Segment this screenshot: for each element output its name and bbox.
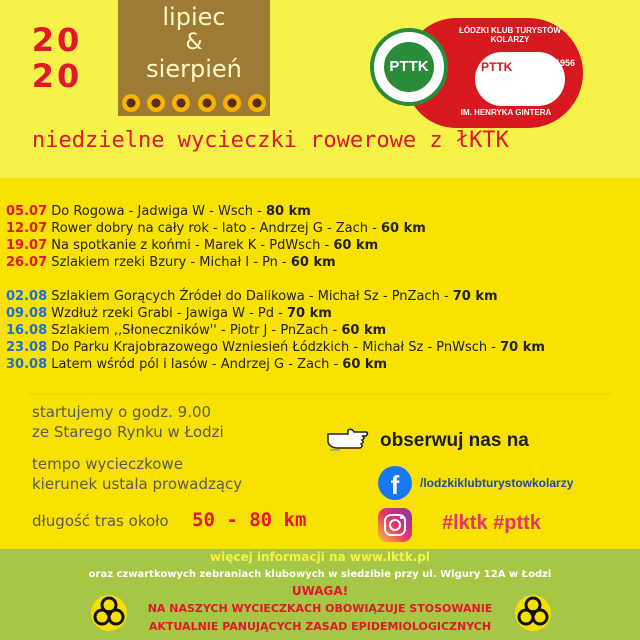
trip-description: Latem wśród pól i lasów - Andrzej G - Zach - (51, 357, 343, 372)
biohazard-icon (514, 594, 552, 632)
pttk-logo-text: PTTK (389, 58, 429, 75)
warning-title: UWAGA! (291, 584, 349, 598)
month-august: sierpień (146, 55, 242, 83)
trip-distance: 60 km (381, 221, 426, 236)
trip-description: Wzdłuż rzeki Grabi - Jawiga W - Pd - (51, 306, 287, 321)
trip-date: 26.07 (6, 255, 48, 270)
sunflower-icon (122, 94, 140, 112)
trip-row (6, 322, 640, 339)
meetings-info: oraz czwartkowych zebraniach klubowych w siedzibie przy ul. Wigury 12A w Łodzi (88, 569, 552, 580)
trip-distance: 70 km (500, 340, 545, 355)
club-center-text: PTTK (481, 60, 513, 74)
trip-row (6, 254, 640, 271)
august-trips (6, 288, 640, 373)
sunflower-icon (147, 94, 165, 112)
trip-row (6, 305, 640, 322)
year-badge (20, 22, 94, 98)
trip-date: 12.07 (6, 221, 48, 236)
hashtags: #lktk #pttk (442, 512, 541, 534)
more-info-link[interactable]: więcej informacji na www.lktk.pl (210, 550, 430, 564)
trip-row (6, 339, 640, 356)
trip-distance: 70 km (286, 306, 332, 321)
page-title: niedzielne wycieczki rowerowe z łKTK (32, 128, 509, 153)
sunflower-icon (248, 94, 266, 112)
trip-distance: 60 km (333, 238, 379, 253)
club-name: ŁÓDZKI KLUB TURYSTÓW KOLARZY (459, 26, 561, 44)
trip-date: 23.08 (6, 340, 48, 355)
club-year: 1956 (555, 58, 576, 68)
trip-distance: 60 km (342, 357, 388, 372)
warning-line-2: AKTUALNIE PANUJĄCYCH ZASAD EPIDEMIOLOGICZNYCH (148, 620, 492, 633)
trip-description: Do Parku Krajobrazowego Wzniesień Łódzkich - Michał Sz - PnWsch - (51, 340, 501, 355)
trip-description: Do Rogowa - Jadwiga W - Wsch - (51, 204, 266, 219)
trip-row (6, 203, 640, 220)
sunflower-icon (223, 94, 241, 112)
divider (28, 393, 612, 395)
pointing-hand-icon (326, 424, 370, 458)
trip-row (6, 220, 640, 237)
trip-description: Szlakiem ,,Słoneczników'' - Piotr J - PnZach - (51, 323, 342, 338)
trip-description: Szlakiem rzeki Bzury - Michał I - Pn - (51, 255, 291, 270)
year-top: 20 (31, 21, 83, 59)
trip-date: 05.07 (6, 204, 48, 219)
club-patron: IM. HENRYKA GINTERA (460, 108, 552, 117)
warning-line-1: NA NASZYCH WYCIECZKACH OBOWIĄZUJE STOSOWANIE (147, 602, 493, 615)
length-label: długość tras około (32, 512, 169, 530)
start-time: startujemy o godz. 9.00 (32, 403, 212, 421)
trip-distance: 60 km (290, 255, 336, 270)
trip-date: 19.07 (6, 238, 48, 253)
facebook-link[interactable]: /lodzkiklubturystowkolarzy (420, 476, 574, 490)
july-trips (6, 203, 640, 271)
trip-row (6, 356, 640, 373)
trip-distance: 60 km (341, 323, 387, 338)
pttk-logo (370, 28, 448, 106)
trip-date: 02.08 (6, 289, 48, 304)
trip-date: 09.08 (6, 306, 48, 321)
sunflower-decoration (118, 92, 270, 114)
month-july: lipiec (162, 3, 226, 31)
trip-date: 16.08 (6, 323, 48, 338)
trip-distance: 80 km (265, 204, 311, 219)
trip-description: Rower dobry na cały rok - lato - Andrzej G - Zach - (51, 221, 381, 236)
follow-us-label: obserwuj nas na (380, 430, 529, 451)
month-ampersand: & (185, 30, 203, 55)
trip-row (6, 237, 640, 254)
trip-row (6, 288, 640, 305)
pace-info: tempo wycieczkowe (32, 455, 183, 473)
instagram-icon[interactable] (378, 508, 412, 542)
year-bottom: 20 (31, 57, 83, 95)
direction-info: kierunek ustala prowadzący (32, 475, 243, 493)
trip-distance: 70 km (452, 289, 498, 304)
biohazard-icon (90, 594, 128, 632)
start-place: ze Starego Rynku w Łodzi (32, 423, 224, 441)
sunflower-icon (172, 94, 190, 112)
trip-info (32, 402, 322, 506)
facebook-icon[interactable]: f (378, 466, 412, 500)
trip-date: 30.08 (6, 357, 48, 372)
trip-description: Na spotkanie z końmi - Marek K - PdWsch - (51, 238, 334, 253)
sunflower-icon (198, 94, 216, 112)
schedule (6, 203, 640, 373)
length-value: 50 - 80 km (192, 509, 307, 531)
trip-description: Szlakiem Gorących Źródeł do Dalikowa - Michał Sz - PnZach - (51, 289, 453, 304)
